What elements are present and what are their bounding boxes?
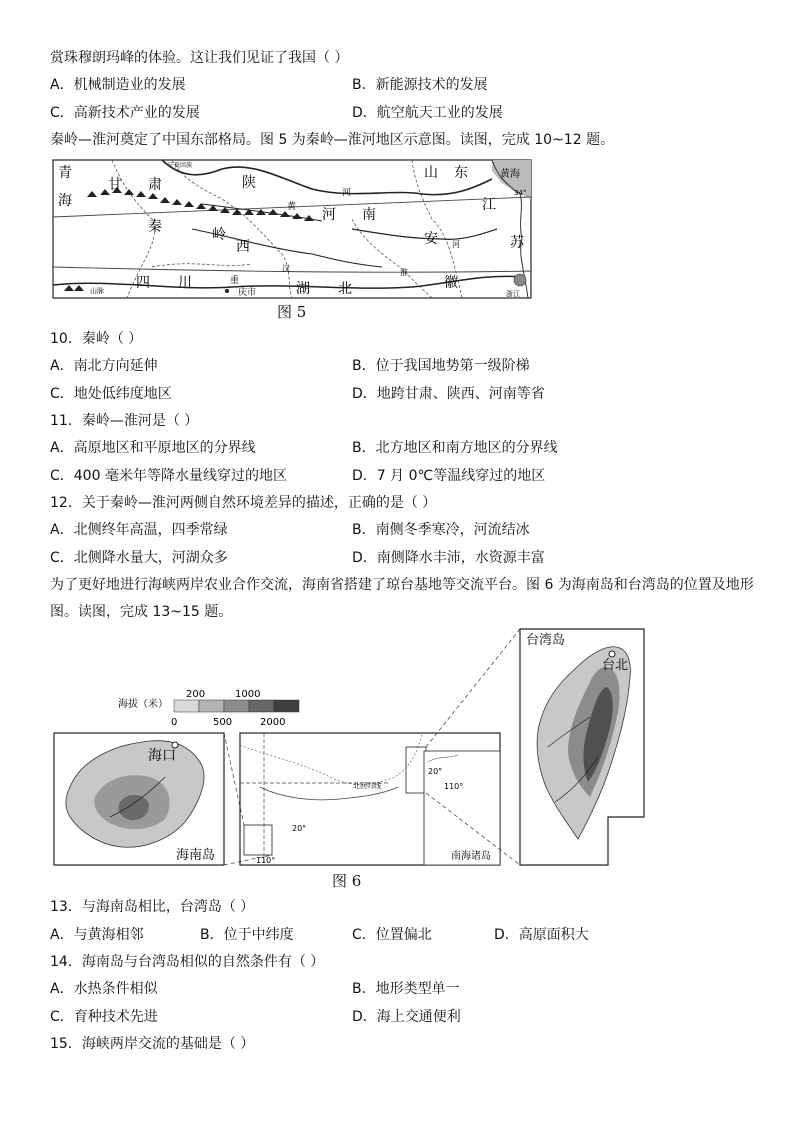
map-label-chuan: 川 — [178, 275, 192, 291]
q10-option-d[interactable]: D．地跨甘肃、陕西、河南等省 — [352, 386, 545, 402]
map-label-qingshi: 庆市 — [238, 288, 257, 298]
map-label-ningxia: 宁夏回族 — [168, 162, 193, 169]
map-label-he2: 河 — [452, 240, 460, 249]
q11-stem: 11．秦岭—淮河是（ ） — [50, 413, 199, 429]
figure-6-map — [50, 627, 650, 869]
figure-5-map — [52, 159, 532, 299]
q14-option-a[interactable]: A．水热条件相似 — [50, 981, 158, 997]
q12-option-d[interactable]: D．南侧降水丰沛，水资源丰富 — [352, 550, 545, 566]
scs-label: 南海诸岛 — [451, 851, 491, 862]
map-label-lat34: 34° — [514, 189, 527, 197]
map-label-zhejiang: 浙江 — [506, 290, 520, 298]
legend-200: 200 — [186, 689, 206, 700]
q12-stem: 12．关于秦岭—淮河两侧自然环境差异的描述，正确的是（ ） — [50, 495, 437, 511]
q12-option-c[interactable]: C．北侧降水量大，河湖众多 — [50, 550, 228, 566]
q10-stem: 10．秦岭（ ） — [50, 331, 143, 347]
map-label-qing: 青 — [58, 165, 72, 181]
figure-6-caption: 图 6 — [332, 872, 362, 890]
map-label-si: 四 — [136, 275, 150, 291]
map-label-hai: 海 — [58, 193, 72, 209]
legend-500: 500 — [213, 717, 233, 728]
lat20-label: 20° — [292, 824, 307, 833]
map-label-zhong: 重 — [230, 276, 240, 286]
q12-option-a[interactable]: A．北侧终年高温，四季常绿 — [50, 522, 228, 538]
q13-option-b[interactable]: B．位于中纬度 — [200, 927, 294, 943]
legend-0: 0 — [171, 717, 178, 728]
q9-option-d[interactable]: D．航空航天工业的发展 — [352, 105, 503, 121]
hainan-label: 海南岛 — [176, 848, 216, 863]
figure-5-caption: 图 5 — [277, 303, 307, 321]
q9-option-b[interactable]: B．新能源技术的发展 — [352, 77, 488, 93]
map-label-han: 汉 — [282, 264, 290, 273]
map-label-bei: 北 — [338, 281, 352, 297]
stem-hainan-line1: 为了更好地进行海峡两岸农业合作交流，海南省搭建了琼台基地等交流平台。图 6 为海南岛和台湾岛的位置及地形 — [50, 577, 754, 593]
q10-option-b[interactable]: B．位于我国地势第一级阶梯 — [352, 358, 530, 374]
map-label-shan: 山 — [424, 165, 438, 181]
q11-option-b[interactable]: B．北方地区和南方地区的分界线 — [352, 440, 558, 456]
q13-stem: 13．与海南岛相比，台湾岛（ ） — [50, 899, 255, 915]
tropic-label: 北回归线 — [353, 782, 381, 790]
q11-option-c[interactable]: C．400 毫米年等降水量线穿过的地区 — [50, 468, 287, 484]
q11-option-a[interactable]: A．高原地区和平原地区的分界线 — [50, 440, 256, 456]
q14-option-b[interactable]: B．地形类型单一 — [352, 981, 460, 997]
inset-lat20: 20° — [428, 767, 443, 776]
map-label-su2: 苏 — [510, 235, 524, 251]
map-label-he-river: 河 — [342, 188, 352, 198]
map-label-qin: 秦 — [148, 219, 162, 235]
map-label-an: 安 — [424, 231, 438, 247]
inset-lon110: 110° — [444, 782, 464, 791]
q10-option-c[interactable]: C．地处低纬度地区 — [50, 386, 172, 402]
taibei-label: 台北 — [602, 658, 629, 673]
map-label-he: 河 — [322, 207, 336, 223]
taiwan-label: 台湾岛 — [526, 633, 566, 648]
map-label-huang: 黄 — [287, 202, 297, 212]
map-label-weihe: 淮 — [400, 268, 408, 277]
haikou-label: 海口 — [148, 748, 176, 764]
map-label-gan: 甘 — [108, 177, 122, 193]
map-label-xi: 西 — [236, 239, 250, 255]
map-label-hu: 湖 — [296, 281, 310, 297]
intro-line: 赏珠穆朗玛峰的体验。这让我们见证了我国（ ） — [50, 50, 349, 66]
q15-stem: 15．海峡两岸交流的基础是（ ） — [50, 1036, 255, 1052]
legend-2000: 2000 — [260, 717, 286, 728]
q9-option-a[interactable]: A．机械制造业的发展 — [50, 77, 186, 93]
map-label-shaan: 陕 — [242, 175, 256, 191]
map-label-shanmai: 山脉 — [90, 287, 104, 295]
stem-qinling: 秦岭—淮河奠定了中国东部格局。图 5 为秦岭—淮河地区示意图。读图，完成 10~12 题。 — [50, 132, 615, 148]
q11-option-d[interactable]: D．7 月 0℃等温线穿过的地区 — [352, 468, 546, 484]
q9-option-c[interactable]: C．高新技术产业的发展 — [50, 105, 200, 121]
q14-option-c[interactable]: C．育种技术先进 — [50, 1009, 158, 1025]
q13-option-d[interactable]: D．高原面积大 — [494, 927, 589, 943]
stem-hainan-line2: 图。读图，完成 13~15 题。 — [50, 604, 233, 620]
q12-option-b[interactable]: B．南侧冬季寒冷，河流结冰 — [352, 522, 530, 538]
map-label-nan: 南 — [362, 207, 376, 223]
lon110-label: 110° — [256, 856, 276, 865]
map-label-jiang: 江 — [482, 197, 496, 213]
q14-stem: 14．海南岛与台湾岛相似的自然条件有（ ） — [50, 954, 325, 970]
map-label-huanghai: 黄海 — [500, 169, 520, 180]
legend-title: 海拔（米） — [118, 699, 168, 710]
q14-option-d[interactable]: D．海上交通便利 — [352, 1009, 461, 1025]
map-label-ling: 岭 — [212, 227, 226, 243]
map-label-su: 肃 — [148, 177, 162, 193]
q13-option-a[interactable]: A．与黄海相邻 — [50, 927, 144, 943]
map-label-dong: 东 — [454, 165, 468, 181]
legend-swatches — [174, 700, 299, 712]
legend-1000: 1000 — [235, 689, 261, 700]
q10-option-a[interactable]: A．南北方向延伸 — [50, 358, 158, 374]
q13-option-c[interactable]: C．位置偏北 — [352, 927, 432, 943]
map-label-hui: 徽 — [444, 275, 458, 291]
